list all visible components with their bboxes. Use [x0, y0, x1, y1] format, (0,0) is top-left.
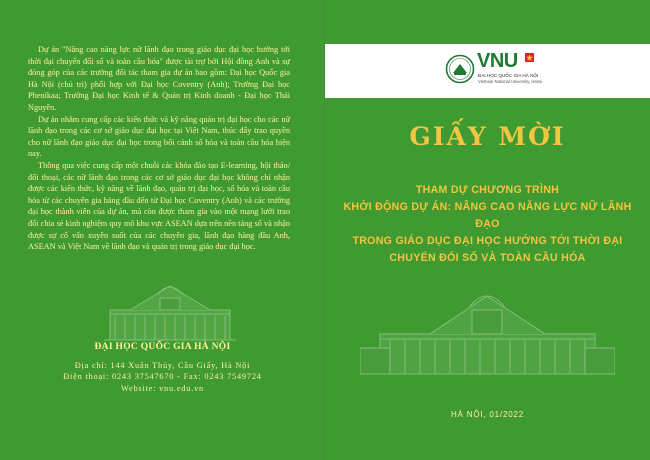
- program-line-1: THAM DỰ CHƯƠNG TRÌNH: [415, 184, 560, 196]
- website-line: Website: vnu.edu.vn: [121, 383, 204, 393]
- address-line: Địa chỉ: 144 Xuân Thủy, Cầu Giấy, Hà Nội: [74, 361, 251, 370]
- issue-date: HÀ NỘI, 01/2022: [451, 410, 524, 419]
- program-title: [335, 182, 640, 267]
- logo-subtitle-vn: ĐẠI HỌC QUỐC GIA HÀ NỘI: [478, 73, 539, 78]
- contact-block: [40, 342, 285, 394]
- invitation-title: GIẤY MỜI: [409, 122, 566, 151]
- university-name: ĐẠI HỌC QUỐC GIA HÀ NỘI: [94, 342, 231, 352]
- logo-band: [325, 44, 650, 98]
- university-building-illustration: [100, 278, 240, 348]
- star-icon: [525, 53, 534, 62]
- intro-paragraph-1: Dự án "Nâng cao năng lực nữ lãnh đạo trong giáo dục đại học hướng tới thời đại chuyển đổi số và toàn cầu hóa" được tài trợ bởi Hội đồng Anh và sự đóng góp của các trường đối tác tham gia dự án bao gồm: Đại học Quốc gia Hà Nội (chủ trì) phối hợp với Đại học Coventry (Anh); Trường Đại học Phenikaa; Trường Đại học Kinh tế & Quản trị Kinh doanh - Đại học Thái Nguyên.: [28, 45, 290, 112]
- intro-paragraph-2: Dự án nhằm cung cấp các kiến thức và kỹ năng quản trị đại học cho các nữ lãnh đạo trong các cơ sở giáo dục đại học tại Việt Nam, thúc đẩy trao quyền cho nữ lãnh đạo giáo dục đại học trong bối cảnh số hóa và toàn cầu hóa hiện nay.: [28, 114, 290, 159]
- program-line-4: CHUYỂN ĐỔI SỐ VÀ TOÀN CẦU HÓA: [389, 252, 586, 264]
- university-building-illustration-large: [360, 286, 615, 386]
- phone-fax-line: Điện thoại: 0243 37547670 - Fax: 0243 7549724: [63, 372, 262, 382]
- program-line-3: TRONG GIÁO DỤC ĐẠI HỌC HƯỚNG TỚI THỜI ĐẠI: [352, 235, 623, 247]
- project-description: [28, 44, 290, 253]
- intro-paragraph-3: Thông qua việc cung cấp một chuỗi các khóa đào tạo E-learning, hội thảo/đối thoại, các nữ lãnh đạo trong các cơ sở giáo dục đại học không chỉ nhận được các kiến thức, kỹ năng về lãnh đạo, quản trị đại học, số hóa và toàn cầu hóa từ các chuyên gia hàng đầu đến từ Đại học Coventry (Anh) và các trường đại học thành viên của dự án, mà còn được tham gia vào một mạng lưới trao đổi chia sẻ kinh nghiệm quy mô khu vực ASEAN dựa trên nền tảng số và nhận được sự cố vấn xuyên suốt của các chuyên gia, lãnh đạo hàng đầu Anh, ASEAN và Việt Nam về lãnh đạo và quản trị trong giáo dục đại học.: [28, 160, 291, 252]
- vnu-emblem-icon: [445, 54, 475, 84]
- cover-panel: [325, 0, 650, 460]
- vnu-wordmark: VNU: [477, 50, 518, 72]
- logo-subtitle-en: Vietnam National University, Hanoi: [478, 79, 543, 84]
- program-line-2: KHỞI ĐỘNG DỰ ÁN: NÂNG CAO NĂNG LỰC NỮ LÃNH ĐẠO: [343, 201, 632, 230]
